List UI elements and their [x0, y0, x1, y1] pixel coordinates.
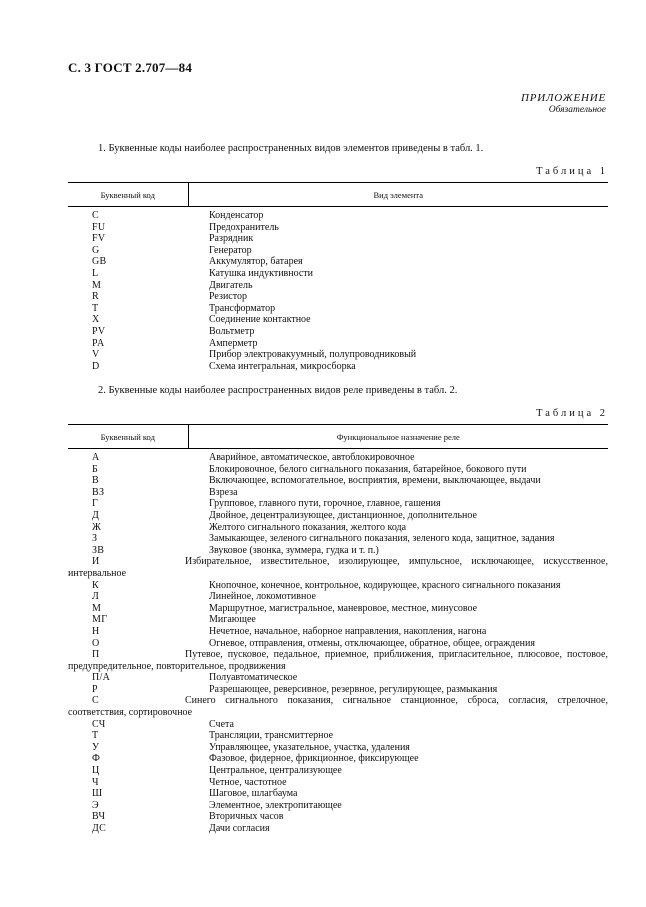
table-row — [68, 522, 608, 534]
table-2-body — [68, 449, 608, 835]
row-description: Трансформатор — [209, 302, 276, 314]
row-description: Резистор — [209, 291, 247, 303]
row-code: Ц — [92, 765, 100, 777]
row-description: Вторичных часов — [209, 811, 284, 823]
table-row — [68, 487, 608, 499]
row-code: Ч — [92, 776, 99, 788]
row-description: Блокировочное, белого сигнального показания, батарейное, бокового пути — [209, 463, 527, 475]
table-row — [68, 475, 608, 487]
table-2-col-desc: Функциональное назначение реле — [336, 431, 460, 442]
table-1-header-row — [68, 183, 608, 207]
row-code: А — [92, 452, 100, 463]
row-description: Соединение контактное — [209, 314, 311, 326]
table-row — [68, 719, 608, 731]
row-description: Путевое, пусковое, педальное, приемное, приближения, пригласительное, плюсовое, постовое, предупредительное, повторительное, продвижения — [68, 649, 608, 672]
table-1-caption: Таблица 1 — [536, 166, 608, 177]
row-description: Разрешающее, реверсивное, резервное, регулирующее, размыкания — [209, 683, 498, 695]
row-code: МГ — [92, 614, 108, 626]
table-row — [68, 338, 608, 350]
row-code: М — [92, 602, 102, 614]
row-code: FV — [92, 233, 106, 245]
row-code: GB — [92, 256, 107, 268]
table-row — [68, 498, 608, 510]
table-row — [68, 765, 608, 777]
row-code: M — [92, 279, 102, 291]
row-description: Катушка индуктивности — [209, 267, 314, 279]
table-row — [68, 823, 608, 835]
row-description: Нечетное, начальное, наборное направления, накопления, нагона — [209, 625, 487, 637]
row-code: И — [92, 556, 100, 568]
row-description: Взреза — [209, 486, 238, 498]
row-description: Счета — [209, 718, 234, 730]
row-code: ДС — [92, 823, 107, 834]
table-1-col-desc: Вид элемента — [373, 189, 423, 200]
row-description: Кнопочное, конечное, контрольное, кодирующее, красного сигнального показания — [209, 579, 561, 591]
row-code: Ф — [92, 753, 101, 765]
row-description: Полуавтоматическое — [209, 672, 298, 684]
table-row — [68, 742, 608, 754]
appendix-subtitle: Обязательное — [548, 105, 606, 115]
table-row — [68, 291, 608, 303]
row-code: Г — [92, 498, 99, 510]
row-code: ВЗ — [92, 486, 105, 498]
row-description: Мигающее — [209, 614, 256, 626]
row-code: О — [92, 637, 100, 649]
row-description: Предохранитель — [209, 221, 279, 233]
table-row — [68, 449, 608, 464]
row-code: L — [92, 267, 99, 279]
table-row — [68, 556, 608, 579]
row-code: Л — [92, 591, 100, 603]
row-code: V — [92, 349, 100, 361]
table-row — [68, 314, 608, 326]
table-row — [68, 811, 608, 823]
table-1 — [68, 182, 608, 372]
table-row — [68, 533, 608, 545]
table-row — [68, 464, 608, 476]
row-code: З — [92, 533, 98, 545]
table-1-body — [68, 207, 608, 373]
row-code: У — [92, 741, 100, 753]
row-description: Огневое, отправления, отмены, отключающее, обратное, общее, ограждения — [209, 637, 535, 649]
table-row — [68, 545, 608, 557]
row-description: Дачи согласия — [209, 823, 270, 834]
table-2-col-code: Буквенный код — [68, 425, 188, 449]
table-row — [68, 349, 608, 361]
row-code: Б — [92, 463, 99, 475]
row-code: Э — [92, 799, 99, 811]
row-code: ВЧ — [92, 811, 106, 823]
row-description: Шаговое, шлагбаума — [209, 788, 298, 800]
row-description: Трансляции, трансмиттерное — [209, 730, 334, 742]
row-description: Групповое, главного пути, горочное, главное, гашения — [209, 498, 441, 510]
row-code: T — [92, 302, 99, 314]
row-description: Схема интегральная, микросборка — [209, 360, 356, 372]
table-2-header-row — [68, 425, 608, 449]
paragraph-2: 2. Буквенные коды наиболее распространенных видов реле приведены в табл. 2. — [98, 385, 458, 396]
row-description: Аварийное, автоматическое, автоблокировочное — [209, 452, 415, 463]
row-description: Фазовое, фидерное, фрикционное, фиксирующее — [209, 753, 419, 765]
row-code: К — [92, 579, 99, 591]
row-code: G — [92, 244, 100, 256]
table-row — [68, 207, 608, 222]
table-row — [68, 695, 608, 718]
row-code: П — [92, 649, 100, 661]
table-row — [68, 730, 608, 742]
row-description: Желтого сигнального показания, желтого кода — [209, 521, 407, 533]
table-row — [68, 788, 608, 800]
row-code: Т — [92, 730, 99, 742]
row-code: Н — [92, 625, 100, 637]
table-row — [68, 672, 608, 684]
table-row — [68, 256, 608, 268]
table-row — [68, 280, 608, 292]
row-description: Включающее, вспомогательное, восприятия, времени, выключающее, выдачи — [209, 475, 541, 487]
row-code: D — [92, 360, 100, 372]
table-1-col-code: Буквенный код — [68, 183, 188, 207]
appendix-block — [521, 92, 606, 115]
row-description: Амперметр — [209, 337, 258, 349]
table-row — [68, 591, 608, 603]
table-row — [68, 649, 608, 672]
table-row — [68, 638, 608, 650]
table-row — [68, 800, 608, 812]
row-description: Аккумулятор, батарея — [209, 256, 303, 268]
row-code: X — [92, 314, 100, 326]
table-row — [68, 268, 608, 280]
table-row — [68, 510, 608, 522]
appendix-title: ПРИЛОЖЕНИЕ — [521, 92, 606, 104]
row-description: Центральное, централизующее — [209, 765, 342, 777]
table-2-caption: Таблица 2 — [536, 408, 608, 419]
row-code: С — [92, 695, 99, 707]
row-description: Двойное, децентрализующее, дистанционное, дополнительное — [209, 509, 477, 521]
row-code: C — [92, 210, 99, 221]
table-2 — [68, 424, 608, 835]
row-code: Ж — [92, 521, 102, 533]
row-code: СЧ — [92, 718, 106, 730]
row-description: Двигатель — [209, 279, 253, 291]
row-code: PA — [92, 337, 105, 349]
table-row — [68, 222, 608, 234]
row-description: Замыкающее, зеленого сигнального показания, зеленого кода, защитное, задания — [209, 533, 555, 545]
row-code: Ш — [92, 788, 103, 800]
row-description: Вольтметр — [209, 325, 255, 337]
table-row — [68, 361, 608, 373]
row-description: Разрядник — [209, 233, 254, 245]
row-description: Четное, частотное — [209, 776, 287, 788]
row-description: Прибор электровакуумный, полупроводниковый — [209, 349, 417, 361]
row-code: Р — [92, 683, 98, 695]
table-row — [68, 777, 608, 789]
row-description: Избирательное, известительное, изолирующее, импульсное, исключающее, искусственное, интервальное — [68, 556, 608, 579]
table-row — [68, 614, 608, 626]
row-code: R — [92, 291, 99, 303]
table-row — [68, 684, 608, 696]
table-row — [68, 626, 608, 638]
table-row — [68, 245, 608, 257]
row-code: Д — [92, 509, 100, 521]
row-code: П/А — [92, 672, 111, 684]
row-description: Маршрутное, магистральное, маневровое, местное, минусовое — [209, 602, 478, 614]
row-description: Линейное, локомотивное — [209, 591, 316, 603]
row-description: Управляющее, указательное, участка, удаления — [209, 741, 410, 753]
page-header: С. 3 ГОСТ 2.707—84 — [68, 60, 193, 75]
row-code: FU — [92, 221, 106, 233]
table-row — [68, 233, 608, 245]
row-description: Звуковое (звонка, зуммера, гудка и т. п.) — [209, 544, 379, 556]
row-code: PV — [92, 325, 106, 337]
row-description: Синего сигнального показания, сигнальное станционное, сброса, согласия, стрелочное, соответствия, сортировочное — [68, 695, 608, 719]
row-code: ЗВ — [92, 544, 105, 556]
table-row — [68, 303, 608, 315]
paragraph-1: 1. Буквенные коды наиболее распространенных видов элементов приведены в табл. 1. — [98, 143, 484, 154]
table-row — [68, 753, 608, 765]
table-row — [68, 580, 608, 592]
row-description: Генератор — [209, 244, 252, 256]
table-row — [68, 326, 608, 338]
row-code: В — [92, 475, 99, 487]
table-row — [68, 603, 608, 615]
row-description: Элементное, электропитающее — [209, 799, 342, 811]
row-description: Конденсатор — [209, 210, 264, 221]
